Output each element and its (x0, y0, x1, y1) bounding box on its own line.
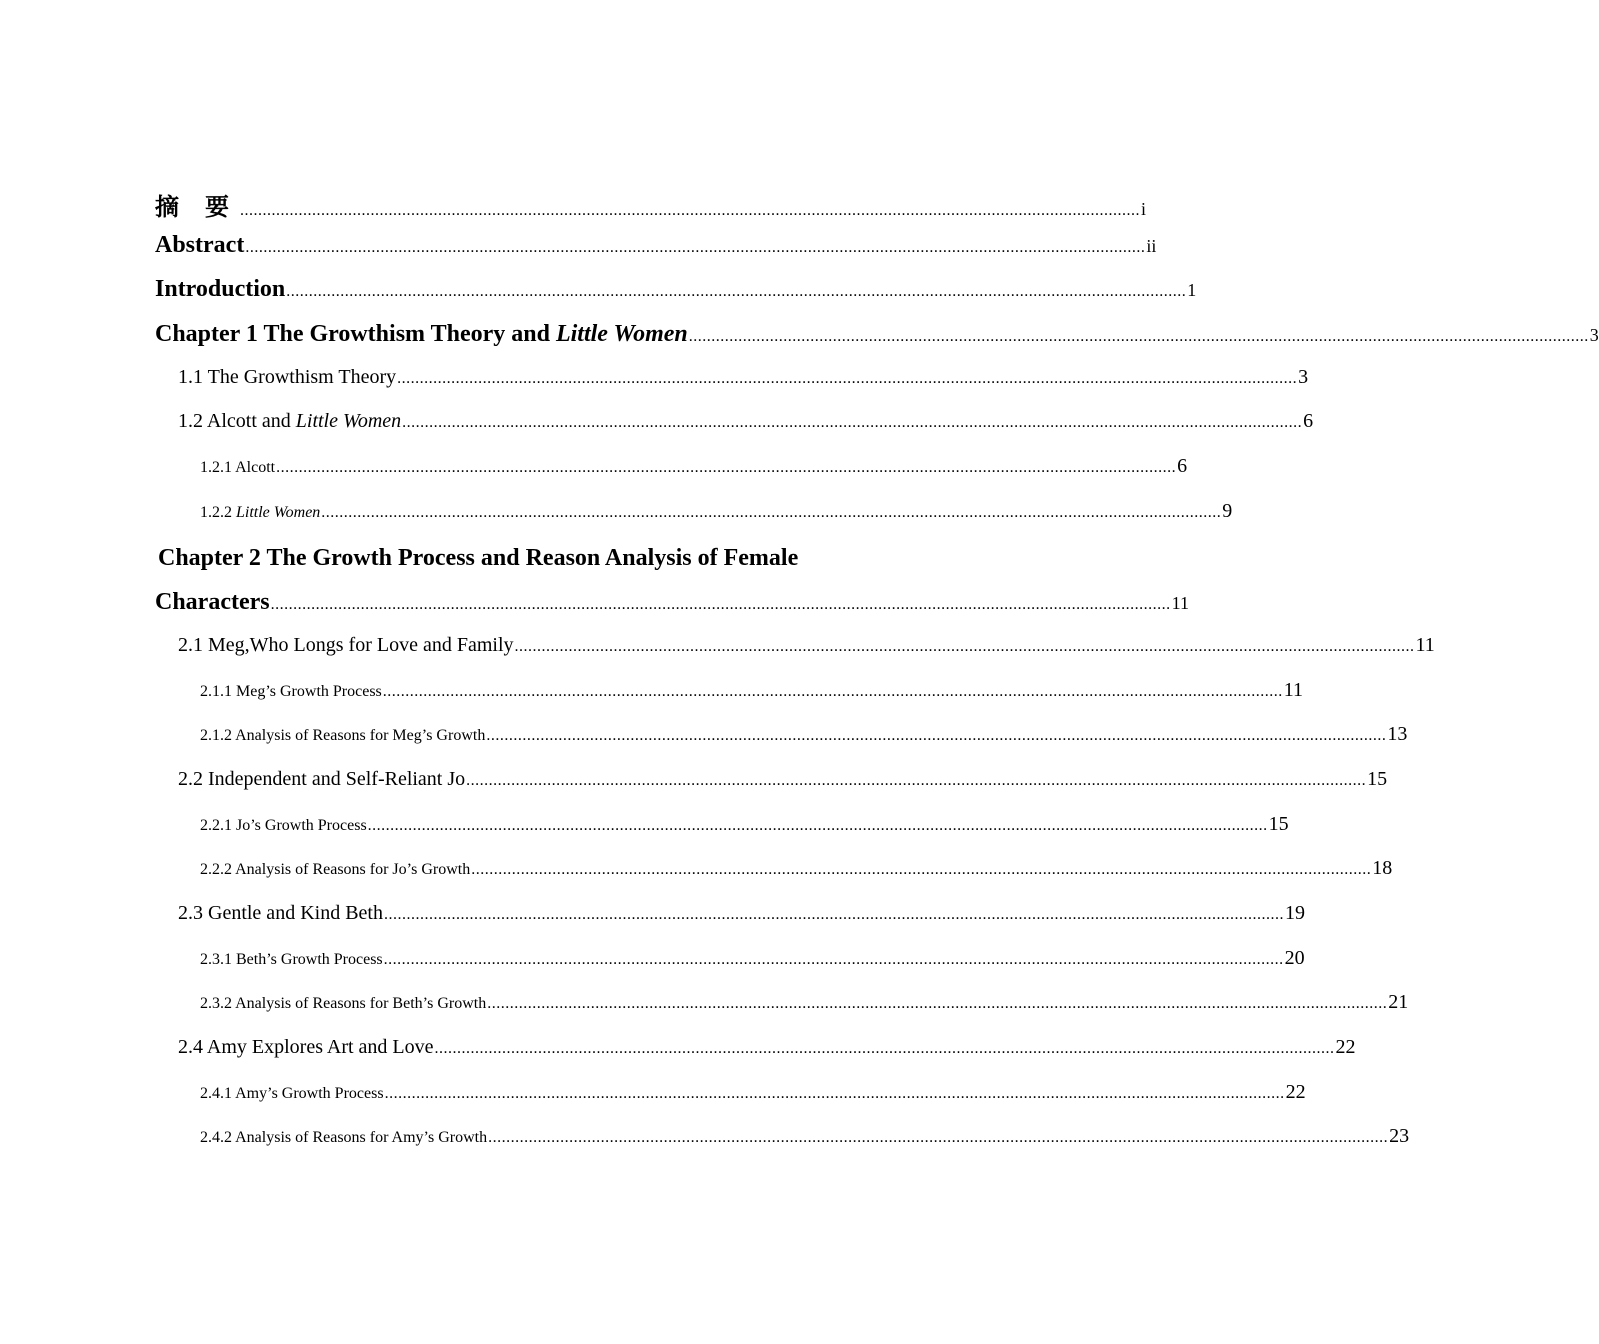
toc-entry-label: 摘 要 (155, 195, 239, 221)
toc-entry-label-text: 1.2.2 (200, 503, 236, 521)
toc-leader-dots: ........................................................................................................................................................................................................ (382, 682, 1283, 700)
toc-entry-2-4[interactable] (155, 1036, 1356, 1081)
toc-leader-dots: ........................................................................................................................................................................................................ (487, 995, 1388, 1013)
toc-entry-1-1[interactable] (155, 365, 1309, 411)
toc-page-number: 15 (1367, 767, 1388, 790)
toc-page-number: 3 (1298, 365, 1309, 388)
toc-leader-dots: ........................................................................................................................................................................................................ (488, 1129, 1389, 1147)
toc-leader-dots: ........................................................................................................................................................................................................ (434, 1040, 1335, 1058)
toc-entry-chapter-2-line1[interactable] (155, 545, 818, 590)
toc-page-number: 13 (1387, 723, 1408, 746)
toc-page-number: 19 (1284, 902, 1305, 924)
toc-entry-label: 2.4.1 Amy’s Growth Process (200, 1084, 384, 1102)
toc-page-number: 9 (1222, 499, 1233, 522)
toc-leader-dots: ........................................................................................................................................................................................................ (321, 503, 1222, 521)
toc-page-number: ii (1146, 235, 1157, 256)
toc-leader-dots: ........................................................................................................................................................................................................ (466, 771, 1367, 789)
toc-entry-label: 1.1 The Growthism Theory (178, 365, 397, 388)
toc-entry-label-text: Chapter 1 The Growthism Theory and (155, 321, 556, 348)
toc-entry-1-2[interactable] (155, 410, 1314, 455)
toc-page-number: i (1141, 199, 1147, 219)
toc-entry-label (178, 410, 401, 433)
toc-leader-dots: ........................................................................................................................................................................................................ (270, 596, 1171, 614)
toc-entry-label: 2.1.1 Meg’s Growth Process (200, 682, 382, 700)
toc-entry-abstract[interactable] (155, 231, 1157, 277)
toc-page-number: 3 (1589, 325, 1599, 346)
toc-entry-2-1-1[interactable] (155, 678, 1304, 724)
toc-entry-label: Characters (155, 589, 270, 616)
table-of-contents (155, 187, 1599, 1170)
toc-entry-chapter-1[interactable] (155, 321, 1599, 366)
toc-page-number: 23 (1389, 1125, 1410, 1148)
toc-page-number: 22 (1335, 1036, 1356, 1059)
toc-page-number: 22 (1285, 1080, 1306, 1103)
toc-entry-label: 2.3.1 Beth’s Growth Process (200, 950, 383, 968)
toc-entry-label: 2.4 Amy Explores Art and Love (178, 1036, 434, 1059)
toc-entry-2-3[interactable] (155, 902, 1305, 947)
toc-entry-2-2[interactable] (155, 767, 1388, 813)
toc-page-number: 15 (1268, 812, 1289, 835)
toc-leader-dots: ........................................................................................................................................................................................................ (688, 328, 1589, 346)
toc-leader-dots: ........................................................................................................................................................................................................ (245, 238, 1146, 256)
toc-entry-label: Chapter 2 The Growth Process and Reason Analysis of Female (158, 544, 799, 571)
toc-entry-2-1-2[interactable] (155, 723, 1408, 768)
toc-entry-label: 2.2 Independent and Self-Reliant Jo (178, 767, 466, 790)
toc-entry-2-3-1[interactable] (155, 946, 1305, 992)
toc-entry-label: Abstract (155, 231, 245, 258)
toc-page-number: 21 (1388, 991, 1409, 1014)
toc-entry-introduction[interactable] (155, 276, 1197, 321)
toc-entry-2-3-2[interactable] (155, 991, 1409, 1036)
toc-leader-dots: ........................................................................................................................................................................................................ (383, 906, 1284, 923)
toc-page-number: 18 (1372, 857, 1393, 880)
toc-entry-abstract-chinese[interactable] (155, 187, 1147, 232)
toc-leader-dots: ........................................................................................................................................................................................................ (514, 637, 1415, 655)
toc-entry-label-italic: Little Women (555, 321, 688, 348)
toc-page-number: 1 (1187, 280, 1197, 301)
toc-entry-label: 2.2.1 Jo’s Growth Process (200, 816, 367, 834)
toc-page-number: 6 (1177, 455, 1188, 478)
toc-leader-dots: ........................................................................................................................................................................................................ (240, 202, 1140, 219)
toc-entry-chapter-2-line2[interactable] (155, 589, 1189, 634)
toc-entry-1-2-2[interactable] (155, 499, 1233, 545)
toc-entry-label (200, 504, 320, 522)
toc-page-number: 11 (1171, 593, 1189, 614)
toc-page-number: 6 (1303, 410, 1314, 433)
toc-entry-label-italic: Little Women (295, 410, 402, 433)
toc-entry-2-1[interactable] (155, 633, 1435, 679)
toc-page-number: 20 (1284, 946, 1305, 969)
toc-entry-label: 2.3 Gentle and Kind Beth (178, 902, 383, 924)
toc-entry-2-4-2[interactable] (155, 1125, 1410, 1170)
toc-entry-label: 2.1 Meg,Who Longs for Love and Family (178, 633, 514, 656)
toc-leader-dots: ........................................................................................................................................................................................................ (486, 727, 1387, 745)
toc-entry-label: 2.1.2 Analysis of Reasons for Meg’s Growth (200, 727, 486, 745)
toc-leader-dots: ........................................................................................................................................................................................................ (276, 459, 1177, 477)
toc-leader-dots: ........................................................................................................................................................................................................ (384, 1084, 1285, 1102)
toc-entry-2-2-2[interactable] (155, 857, 1393, 902)
toc-leader-dots: ........................................................................................................................................................................................................ (367, 816, 1268, 834)
toc-entry-2-4-1[interactable] (155, 1080, 1306, 1126)
toc-entry-label (155, 321, 688, 348)
toc-page-number: 11 (1415, 633, 1435, 656)
toc-entry-label: 1.2.1 Alcott (200, 459, 276, 477)
toc-entry-label-text: 1.2 Alcott and (178, 410, 296, 433)
toc-page-number: 11 (1283, 678, 1304, 701)
toc-entry-label: 2.2.2 Analysis of Reasons for Jo’s Growth (200, 861, 471, 879)
toc-leader-dots: ........................................................................................................................................................................................................ (397, 369, 1298, 387)
toc-entry-label: 2.3.2 Analysis of Reasons for Beth’s Growth (200, 995, 487, 1013)
toc-entry-label: Introduction (155, 276, 286, 303)
toc-leader-dots: ........................................................................................................................................................................................................ (471, 861, 1372, 879)
toc-entry-1-2-1[interactable] (155, 455, 1188, 500)
toc-entry-2-2-1[interactable] (155, 812, 1289, 858)
toc-entry-label-italic: Little Women (236, 503, 321, 521)
toc-leader-dots: ........................................................................................................................................................................................................ (383, 950, 1284, 968)
toc-entry-label: 2.4.2 Analysis of Reasons for Amy’s Growth (200, 1129, 488, 1147)
toc-leader-dots: ........................................................................................................................................................................................................ (402, 414, 1303, 432)
toc-leader-dots: ........................................................................................................................................................................................................ (286, 283, 1187, 301)
